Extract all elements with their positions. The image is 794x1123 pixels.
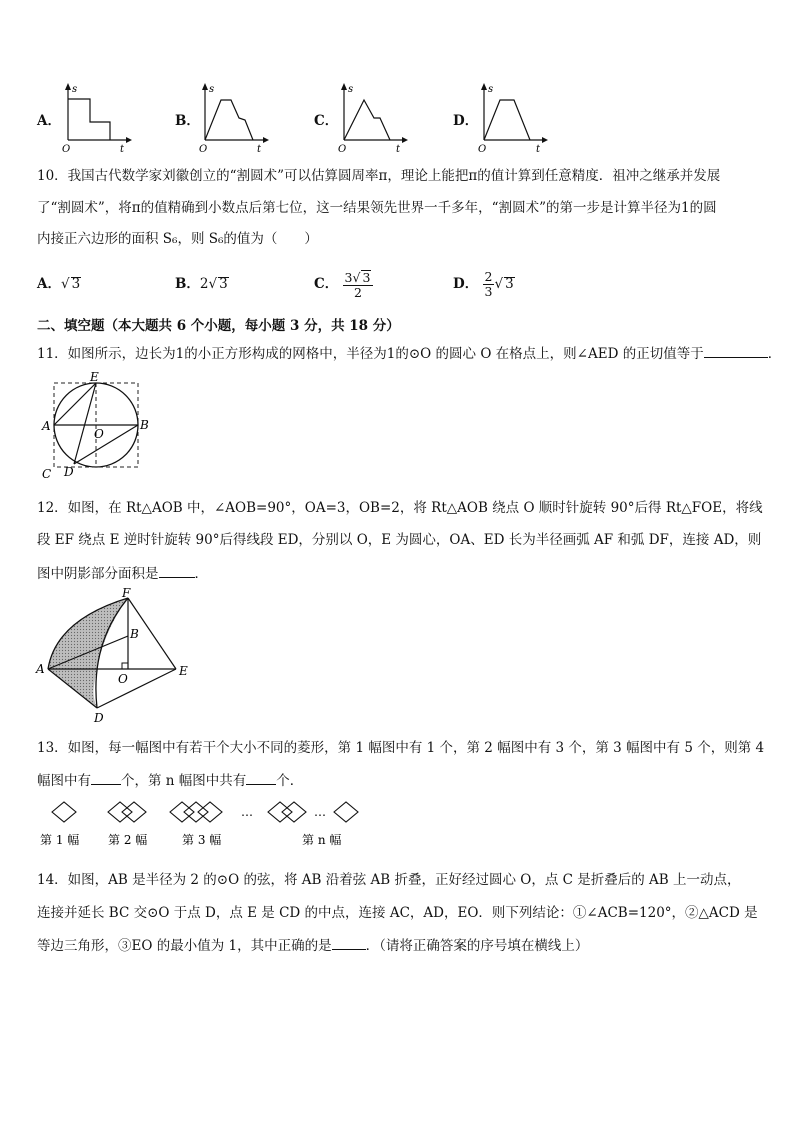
q14-line-3-row <box>37 935 588 955</box>
q9-graph-a <box>60 82 140 154</box>
q9-option-b-label: B． <box>175 113 200 129</box>
q14-line-1: 14．如图，AB 是半径为 2 的⊙O 的弦，将 AB 沿着弦 AB 折叠，正好经过圆心 O，点 C 是折叠后的 AB 上一动点， <box>37 872 741 888</box>
q13-line-2c: 个． <box>276 773 304 789</box>
section-2-heading: 二、填空题（本大题共 6 个小题，每小题 3 分，共 18 分） <box>37 318 400 334</box>
q11-text: 11．如图所示，边长为1的小正方形构成的网格中，半径为1的⊙O 的圆心 O 在格点上，则∠AED 的正切值等于 <box>37 346 704 362</box>
q9-b-axis-t: t <box>257 144 262 154</box>
q11-figure <box>36 372 156 482</box>
q11-label-b: B <box>140 418 149 432</box>
q10-option-a <box>37 275 81 293</box>
q11-end: ． <box>767 346 782 362</box>
q9-d-axis-o: O <box>478 144 487 154</box>
q9-graph-c <box>336 82 416 154</box>
q9-a-axis-o: O <box>62 144 71 154</box>
q13-line-1: 13．如图，每一幅图中有若干个大小不同的菱形，第 1 幅图中有 1 个，第 2 幅图中有 3 个，第 3 幅图中有 5 个，则第 4 <box>37 740 765 756</box>
q14-line-2: 连接并延长 BC 交⊙O 于点 D，点 E 是 CD 的中点，连接 AC，AD，EO．则下列结论：①∠ACB=120°，②△ACD 是 <box>37 905 758 921</box>
q12-label-e: E <box>179 664 188 678</box>
q13-line-2a: 幅图中有 <box>37 773 91 789</box>
q10-option-b-value: 3 <box>219 276 228 292</box>
sqrt-icon: √ <box>494 276 504 292</box>
q12-line-3: 图中阴影部分面积是 <box>37 566 159 582</box>
q13-figure <box>36 798 370 852</box>
q10-option-c-num-coef: 3 <box>344 269 353 285</box>
q13-answer-blank-2[interactable] <box>246 770 276 785</box>
q10-option-d-num: 2 <box>484 269 493 284</box>
q9-graph-d <box>476 82 556 154</box>
q12-label-d: D <box>94 711 104 725</box>
q10-option-b-coef: 2 <box>199 276 209 292</box>
q10-option-d-label: D． <box>453 276 479 292</box>
q10-option-d-rad: 3 <box>505 276 514 292</box>
q12-answer-blank[interactable] <box>159 563 195 578</box>
q11-label-e: E <box>90 372 99 384</box>
q13-ellipsis-2: … <box>314 805 326 819</box>
q12-line-3-row <box>37 563 208 583</box>
q12-label-a: A <box>36 662 45 676</box>
q11-answer-blank[interactable] <box>704 343 768 358</box>
q10-option-a-value: 3 <box>71 276 81 292</box>
q10-option-c-fraction <box>343 270 374 300</box>
q11-label-d: D <box>64 465 74 479</box>
q9-option-c-label: C． <box>314 113 339 129</box>
q11-label-c: C <box>42 467 52 481</box>
q14-answer-blank[interactable] <box>332 935 366 950</box>
q10-option-c <box>314 265 373 303</box>
q9-graph-b <box>197 82 277 154</box>
q12-line-1: 12．如图，在 Rt△AOB 中，∠AOB=90°，OA=3，OB=2，将 Rt△AOB 绕点 O 顺时针旋转 90°后得 Rt△FOE，将线 <box>37 500 763 516</box>
q9-a-axis-t: t <box>120 144 125 154</box>
q10-option-c-num-rad: 3 <box>362 269 371 285</box>
sqrt-icon: √ <box>60 276 70 292</box>
q10-option-a-label: A． <box>37 276 61 292</box>
q10-option-b-label: B． <box>175 276 200 292</box>
q11-label-o: O <box>94 427 104 441</box>
q13-ellipsis-1: … <box>241 805 253 819</box>
q10-option-b <box>175 275 229 293</box>
q9-a-axis-s: s <box>72 84 78 95</box>
q13-line-2b: 个，第 n 幅图中共有 <box>121 773 247 789</box>
q12-label-b: B <box>130 627 139 641</box>
q9-c-axis-s: s <box>348 84 354 95</box>
q9-c-axis-t: t <box>396 144 401 154</box>
q9-b-axis-o: O <box>199 144 208 154</box>
q13-line-2-row <box>37 770 303 790</box>
q10-option-d <box>453 265 515 303</box>
q12-end: ． <box>194 566 208 582</box>
q9-b-axis-s: s <box>209 84 215 95</box>
q11-text-row <box>37 343 781 363</box>
q12-label-o: O <box>118 672 128 686</box>
q13-caption-1: 第 1 幅 <box>40 833 80 847</box>
q10-option-d-fraction <box>483 270 495 299</box>
q13-caption-2: 第 2 幅 <box>108 833 148 847</box>
q10-line-3: 内接正六边形的面积 S₆，则 S₆的值为（ ） <box>37 231 318 247</box>
q13-caption-n: 第 n 幅 <box>302 833 342 847</box>
q12-label-f: F <box>122 586 131 600</box>
sqrt-icon: √ <box>352 269 361 285</box>
q14-line-3a: 等边三角形，③EO 的最小值为 1，其中正确的是 <box>37 938 332 954</box>
q9-option-d-label: D． <box>453 113 479 129</box>
sqrt-icon: √ <box>208 276 218 292</box>
q14-line-3b: ．（请将正确答案的序号填在横线上） <box>365 938 589 954</box>
q9-option-a-label: A． <box>37 113 61 129</box>
q10-option-c-den: 2 <box>354 284 362 300</box>
q10-line-2: 了“割圆术”，将π的值精确到小数点后第七位，这一结果领先世界一千多年，“割圆术”的第一步是计算半径为1的圆 <box>37 200 717 216</box>
q10-option-c-label: C． <box>314 276 339 292</box>
q9-c-axis-o: O <box>338 144 347 154</box>
q9-d-axis-t: t <box>536 144 541 154</box>
q12-line-2: 段 EF 绕点 E 逆时针旋转 90°后得线段 ED，分别以 O，E 为圆心，OA、ED 长为半径画弧 AF 和弧 DF，连接 AD，则 <box>37 532 762 548</box>
q13-answer-blank-1[interactable] <box>91 770 121 785</box>
q10-option-d-den: 3 <box>484 284 493 299</box>
q9-d-axis-s: s <box>488 84 494 95</box>
q10-line-1: 10．我国古代数学家刘徽创立的“割圆术”可以估算圆周率π，理论上能把π的值计算到任意精度．祖冲之继承并发展 <box>37 168 721 184</box>
q11-label-a: A <box>42 419 51 433</box>
q12-figure <box>34 586 194 726</box>
q13-caption-3: 第 3 幅 <box>182 833 222 847</box>
